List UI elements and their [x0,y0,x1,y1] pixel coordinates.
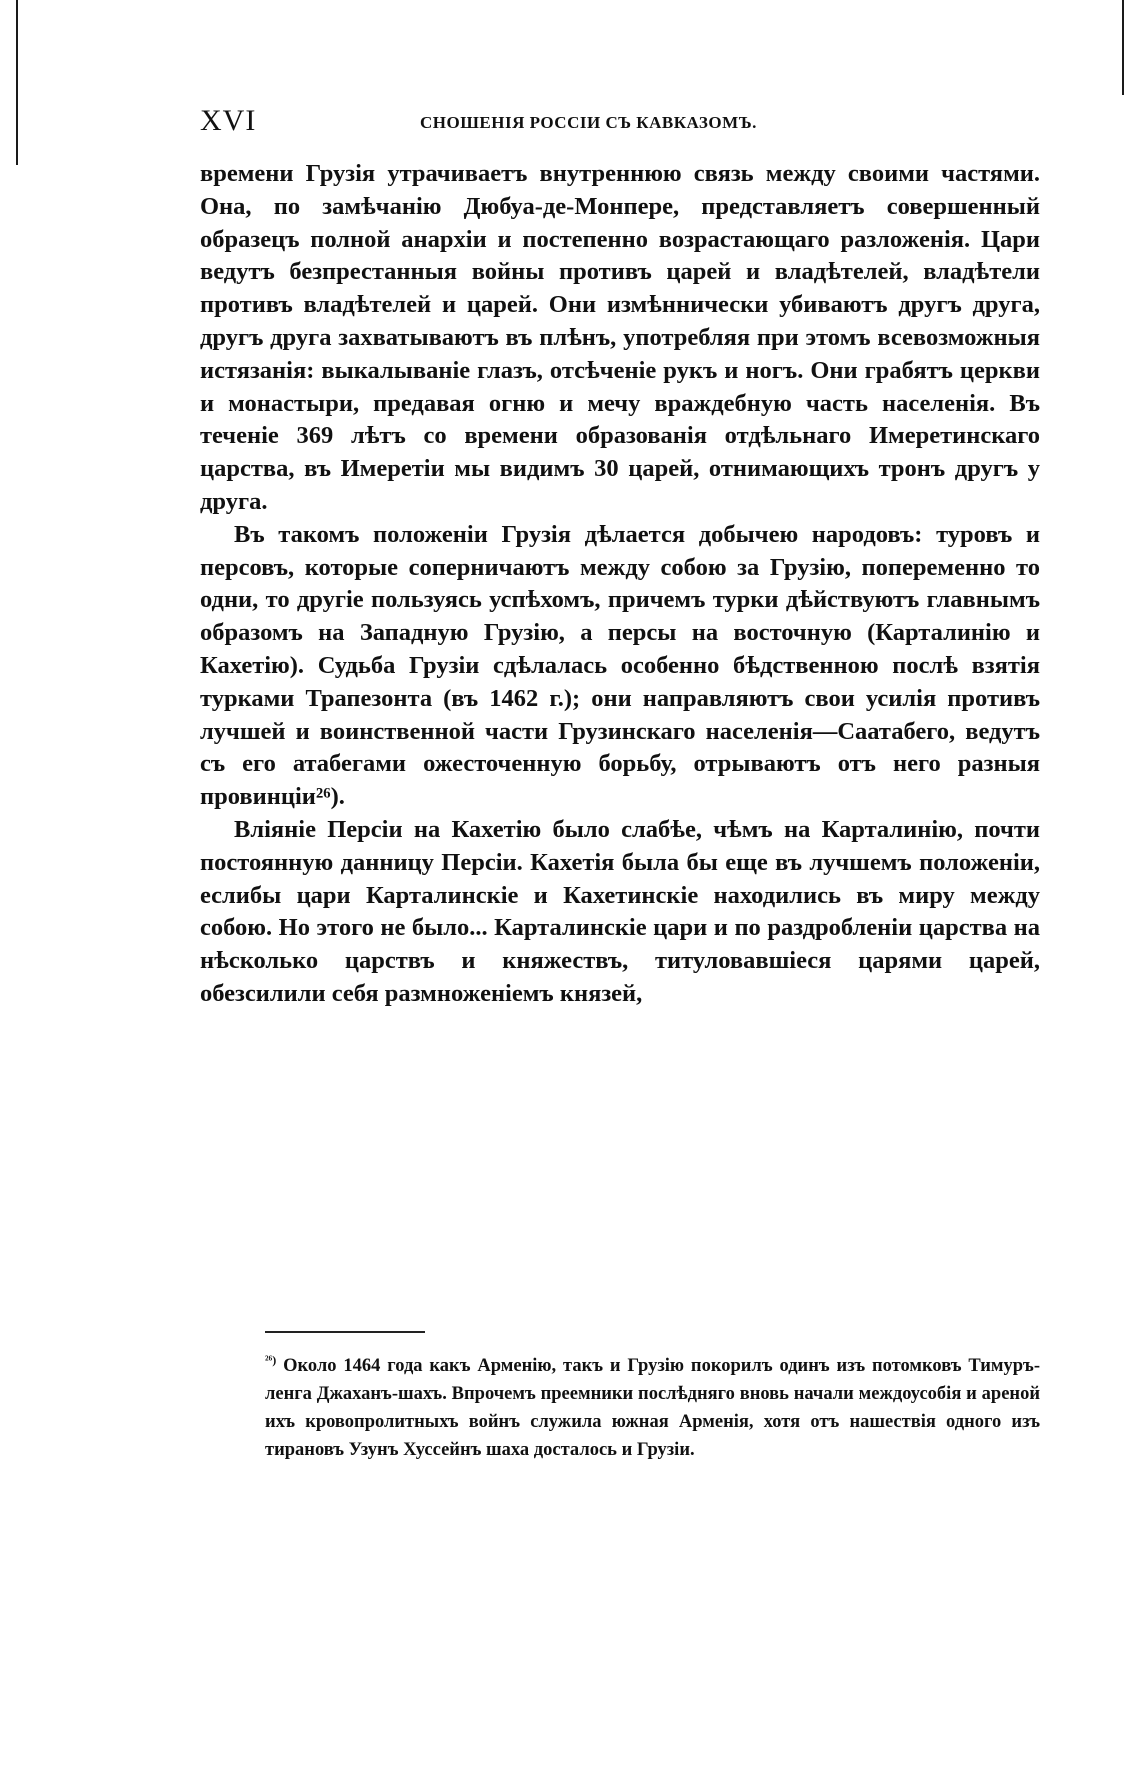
running-title: СНОШЕНІЯ РОССІИ СЪ КАВКАЗОМЪ. [420,113,757,132]
page-edge-right [1122,0,1124,95]
body-text [200,158,1040,1011]
page-edge-left [16,0,18,165]
paragraph-1: времени Грузія утрачиваетъ внутреннюю связь между своими частями. Она, по замѣчанію Дюбуа-де-Монпере, представляетъ совершенный образецъ полной анархіи и постепенно возрастающаго разложенія. Цари ведутъ безпрестанныя войны противъ царей и владѣтелей, владѣтели противъ владѣтелей и царей. Они измѣннически убиваютъ другъ друга, другъ друга захватываютъ въ плѣнъ, употребляя при этомъ всевозможныя истязанія: выкалываніе глазъ, отсѣченіе рукъ и ногъ. Они грабятъ церкви и монастыри, предавая огню и мечу враждебную часть населенія. Въ теченіе 369 лѣтъ со времени образованія отдѣльнаго Имеретинскаго царства, въ Имеретіи мы видимъ 30 царей, отнимающихъ тронъ другъ у друга. [200,160,1040,515]
footnote-text: Около 1464 года какъ Арменію, такъ и Грузію покорилъ одинъ изъ потомковъ Тимуръ-ленга Джаханъ-шахъ. Впрочемъ преемники послѣдняго вновь начали междоусобія и ареной ихъ кровопролитныхъ войнъ служила южная Арменія, хотя отъ нашествія одного изъ тирановъ Узунъ Хуссейнъ шаха досталось и Грузіи. [265,1356,1041,1460]
footnote-mark: ²⁶) [265,1352,277,1367]
page-header [200,104,1040,144]
footnote-divider [265,1331,425,1333]
page-number: XVI [200,104,257,137]
paragraph-2: Въ такомъ положеніи Грузія дѣлается добычею народовъ: туровъ и персовъ, которые соперничаютъ между собою за Грузію, попеременно то одни, то другіе пользуясь успѣхомъ, причемъ турки дѣйствуютъ главнымъ образомъ на Западную Грузію, а персы на восточную (Карталинію и Кахетію). Судьба Грузіи сдѣлалась особенно бѣдственною послѣ взятія турками Трапезонта (въ 1462 г.); они направляютъ свои усилія противъ лучшей и воинственной части Грузинскаго населенія—Саатабего, ведутъ съ его атабегами ожесточенную борьбу, отрываютъ отъ него разныя провинціи²⁶). [200,520,1040,811]
paragraph-3: Вліяніе Персіи на Кахетію было слабѣе, чѣмъ на Карталинію, почти постоянную данницу Персіи. Кахетія была бы еще въ лучшемъ положеніи, еслибы цари Карталинскіе и Кахетинскіе находились въ миру между собою. Но этого не было... Карталинскіе цари и по раздробленіи царства на нѣсколько царствъ и княжествъ, титуловавшіеся царями царей, обезсилили себя размноженіемъ князей, [200,815,1040,1007]
footnote [265,1352,1040,1464]
